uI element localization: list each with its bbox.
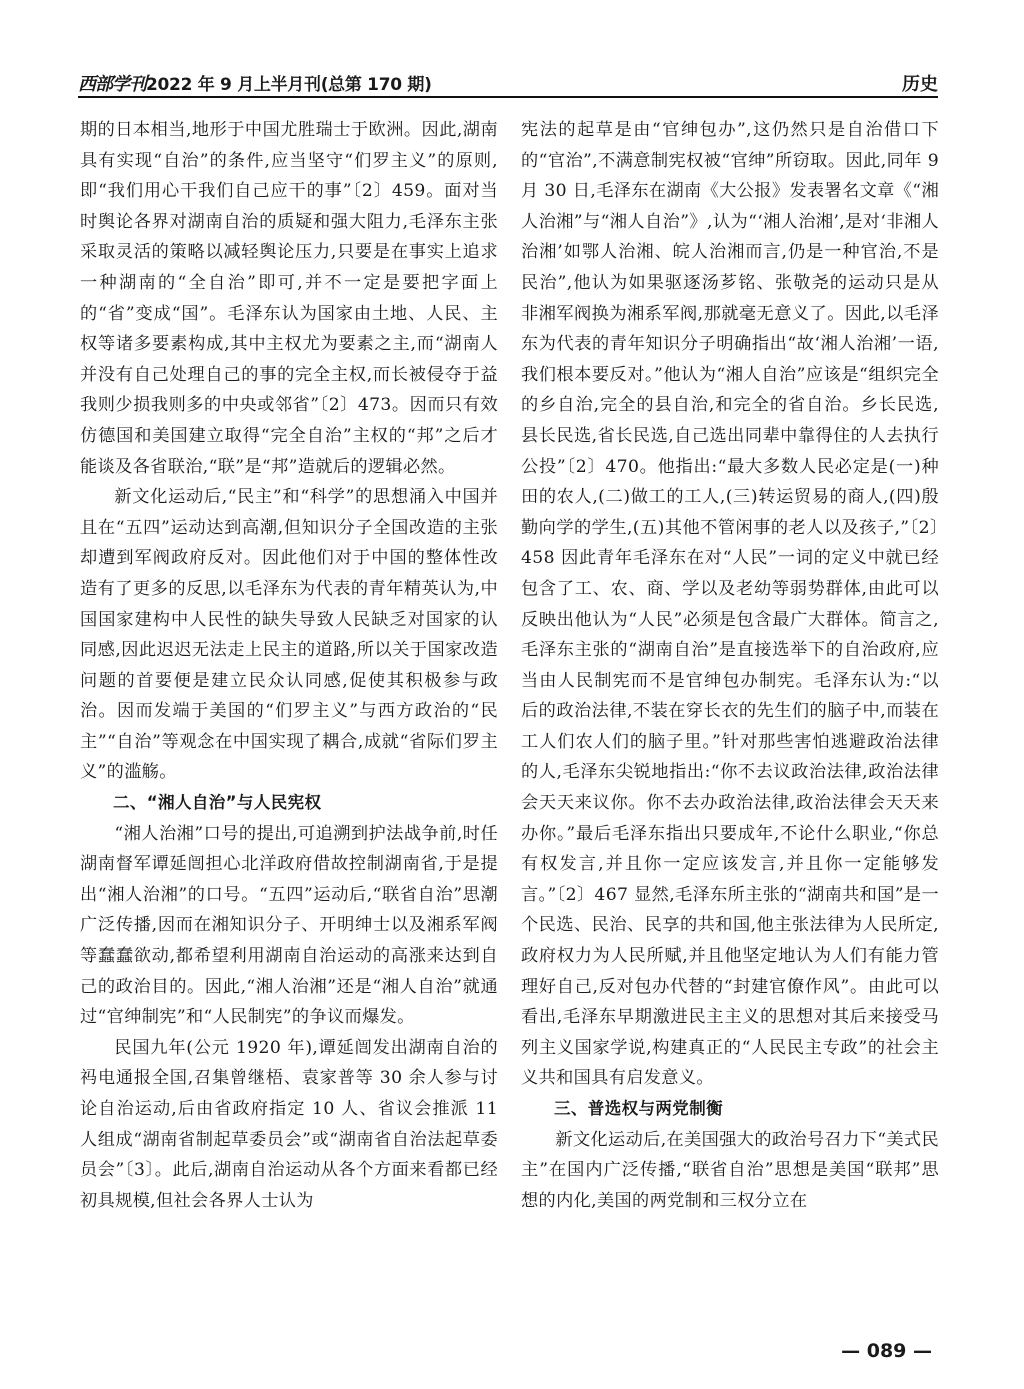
running-header [78,64,938,98]
header-left [78,70,432,96]
paragraph: “湘人治湘”口号的提出,可追溯到护法战争前,时任湖南督军谭延闿担心北洋政府借故控制湖南省,于是提出“湘人治湘”的口号。“五四”运动后,“联省自治”思潮广泛传播,因而在湘知识分子、开明绅士以及湘系军阀等蠢蠢欲动,都希望利用湖南自治运动的高涨来达到自己的政治目的。因此,“湘人治湘”还是“湘人自治”就通过“官绅制宪”和“人民制宪”的争议而爆发。 [80,823,498,1028]
issue-info: 2022 年 9 月上半月刊(总第 170 期) [146,75,432,95]
left-column [80,115,498,1216]
section-label: 历史 [902,74,938,95]
paragraph: 新文化运动后,在美国强大的政治号召力下“美式民主”在国内广泛传播,“联省自治”思想是美国“联邦”思想的内化,美国的两党制和三权分立在 [521,1129,939,1211]
paragraph: 民国九年(公元 1920 年),谭延闿发出湖南自治的祃电通报全国,召集曾继梧、袁家普等 30 余人参与讨论自治运动,后由省政府指定 10 人、省议会推派 11 人组成“湖南省制起草委员会”或“湖南省自治法起草委员会”〔3〕。此后,湖南自治运动从各个方面来看都已经初具规模,但社会各界人士认为 [80,1037,498,1211]
section-heading: 三、普选权与两党制衡 [554,1099,723,1118]
paragraph: 宪法的起草是由“官绅包办”,这仍然只是自治借口下的“官治”,不满意制宪权被“官绅”所窃取。因此,同年 9 月 30 日,毛泽东在湖南《大公报》发表署名文章《“湘人治湘”与“湘人自治”》,认为“‘湘人治湘’,是对‘非湘人治湘’如鄂人治湘、皖人治湘而言,仍是一种官治,不是民治”,他认为如果驱逐汤芗铭、张敬尧的运动只是从非湘军阀换为湘系军阀,那就毫无意义了。因此,以毛泽东为代表的青年知识分子明确指出“故‘湘人治湘’一语,我们根本要反对。”他认为“湘人自治”应该是“组织完全的乡自治,完全的县自治,和完全的省自治。乡长民选,县长民选,省长民选,自己选出同辈中靠得住的人去执行公投”〔2〕470。他指出:“最大多数人民必定是(一)种田的农人,(二)做工的工人,(三)转运贸易的商人,(四)殷勤向学的学生,(五)其他不管闲事的老人以及孩子,”〔2〕458 因此青年毛泽东在对“人民”一词的定义中就已经包含了工、农、商、学以及老幼等弱势群体,由此可以反映出他认为“人民”必须是包含最广大群体。简言之,毛泽东主张的“湖南自治”是直接选举下的自治政府,应当由人民制宪而不是官绅包办制宪。毛泽东认为:“以后的政治法律,不装在穿长衣的先生们的脑子中,而装在工人们农人们的脑子里。”针对那些害怕逃避政治法律的人,毛泽东尖锐地指出:“你不去议政治法律,政治法律会天天来议你。你不去办政治法律,政治法律会天天来办你。”最后毛泽东指出只要成年,不论什么职业,“你总有权发言,并且你一定应该发言,并且你一定能够发言。”〔2〕467 显然,毛泽东所主张的“湖南共和国”是一个民选、民治、民享的共和国,他主张法律为人民所定,政府权力为人民所赋,并且他坚定地认为人们有能力管理好自己,反对包办代替的“封建官僚作风”。由此可以看出,毛泽东早期激进民主主义的思想对其后来接受马列主义国家学说,构建真正的“人民民主专政”的社会主义共和国具有启发意义。 [521,120,939,1089]
right-column [521,115,939,1216]
journal-logo: 西部学刊 [78,74,146,95]
section-heading: 二、“湘人自治”与人民宪权 [113,793,322,813]
page-number: — 089 — [841,1340,932,1362]
paragraph: 期的日本相当,地形于中国尤胜瑞士于欧洲。因此,湖南具有实现“自治”的条件,应当坚守“们罗主义”的原则,即“我们用心干我们自己应干的事”〔2〕459。面对当时舆论各界对湖南自治的质疑和强大阻力,毛泽东主张采取灵活的策略以减轻舆论压力,只要是在事实上追求一种湖南的“全自治”即可,并不一定是要把字面上的“省”变成“国”。毛泽东认为国家由土地、人民、主权等诸多要素构成,其中主权尤为要素之主,而“湖南人并没有自己处理自己的事的完全主权,而长被侵夺于益我则少损我则多的中央或邻省”〔2〕473。因而只有效仿德国和美国建立取得“完全自治”主权的“邦”之后才能谈及各省联治,“联”是“邦”造就后的逻辑必然。 [80,120,498,477]
paragraph: 新文化运动后,“民主”和“科学”的思想涌入中国并且在“五四”运动达到高潮,但知识分子全国改造的主张却遭到军阀政府反对。因此他们对于中国的整体性改造有了更多的反思,以毛泽东为代表的青年精英认为,中国国家建构中人民性的缺失导致人民缺乏对国家的认同感,因此迟迟无法走上民主的道路,所以关于国家改造问题的首要便是建立民众认同感,促使其积极参与政治。因而发端于美国的“们罗主义”与西方政治的“民主”“自治”等观念在中国实现了耦合,成就“省际们罗主义”的滥觞。 [80,487,498,783]
